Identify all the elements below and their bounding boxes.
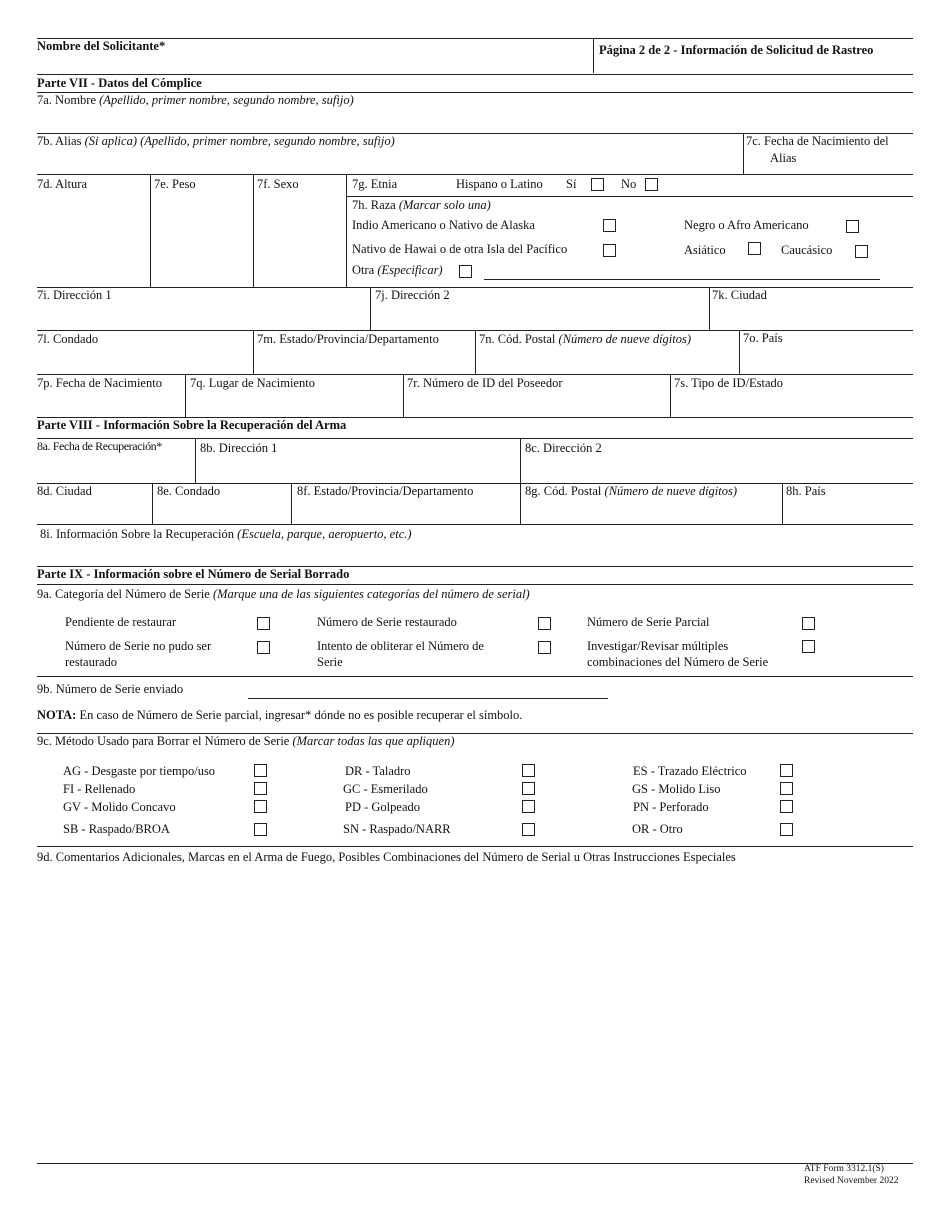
cat-pendiente-checkbox[interactable]	[257, 617, 270, 630]
field-7p-label: 7p. Fecha de Nacimiento	[37, 376, 162, 390]
method-sn-label: SN - Raspado/NARR	[343, 822, 451, 836]
part9-title: Parte IX - Información sobre el Número de Serial Borrado	[37, 567, 350, 581]
field-7m-label: 7m. Estado/Provincia/Departamento	[257, 332, 439, 346]
field-7q-input[interactable]	[187, 393, 401, 415]
field-7s-label: 7s. Tipo de ID/Estado	[674, 376, 784, 390]
field-8g-input[interactable]	[522, 501, 780, 522]
field-8c-label: 8c. Dirección 2	[525, 441, 602, 455]
field-7d-input[interactable]	[37, 194, 148, 284]
race-hawai-label: Nativo de Hawai o de otra Isla del Pacífico	[352, 242, 568, 256]
field-7r-label: 7r. Número de ID del Poseedor	[407, 376, 563, 390]
race-hawai-checkbox[interactable]	[603, 244, 616, 257]
method-sb-label: SB - Raspado/BROA	[63, 822, 170, 836]
race-indio-label: Indio Americano o Nativo de Alaska	[352, 218, 535, 232]
method-pn-label: PN - Perforado	[633, 800, 709, 814]
field-7a-label: 7a. Nombre (Apellido, primer nombre, segundo nombre, sufijo)	[37, 93, 354, 107]
race-indio-checkbox[interactable]	[603, 219, 616, 232]
field-7o-input[interactable]	[741, 349, 912, 371]
cat-investigar-label-2: combinaciones del Número de Serie	[587, 655, 769, 669]
cat-intento-label-2: Serie	[317, 655, 343, 669]
applicant-name-label: Nombre del Solicitante*	[37, 39, 166, 53]
form-number: ATF Form 3312.1(S)	[804, 1164, 884, 1174]
field-8f-label: 8f. Estado/Provincia/Departamento	[297, 484, 474, 498]
field-7e-input[interactable]	[152, 194, 251, 284]
header-divider	[593, 38, 594, 73]
cat-no-pudo-label-2: restaurado	[65, 655, 118, 669]
nota-text: NOTA: En caso de Número de Serie parcial, ingresar* dónde no es posible recuperar el símbolo.	[37, 708, 523, 722]
field-7o-label: 7o. País	[743, 331, 783, 345]
field-8b-input[interactable]	[197, 458, 518, 480]
field-9b-input[interactable]	[248, 698, 608, 699]
method-or-label: OR - Otro	[632, 822, 683, 836]
method-pd-checkbox[interactable]	[522, 800, 535, 813]
race-otra-label: Otra (Especificar)	[352, 263, 443, 277]
field-8e-label: 8e. Condado	[157, 484, 221, 498]
field-7k-label: 7k. Ciudad	[712, 288, 767, 302]
race-asiatico-checkbox[interactable]	[748, 242, 761, 255]
field-7l-input[interactable]	[37, 349, 251, 371]
field-7q-label: 7q. Lugar de Nacimiento	[190, 376, 315, 390]
cat-parcial-label: Número de Serie Parcial	[587, 615, 710, 629]
method-sn-checkbox[interactable]	[522, 823, 535, 836]
footer-rule	[37, 1163, 913, 1164]
field-7n-input[interactable]	[477, 349, 737, 371]
cat-intento-label-1: Intento de obliterar el Número de	[317, 639, 484, 653]
field-7b-label: 7b. Alias (Si aplica) (Apellido, primer nombre, segundo nombre, sufijo)	[37, 134, 395, 148]
method-es-label: ES - Trazado Eléctrico	[633, 764, 747, 778]
method-pd-label: PD - Golpeado	[345, 800, 420, 814]
ethnicity-yes-checkbox[interactable]	[591, 178, 604, 191]
field-7p-input[interactable]	[37, 393, 183, 415]
method-es-checkbox[interactable]	[780, 764, 793, 777]
field-9b-label: 9b. Número de Serie enviado	[37, 682, 184, 696]
field-9c-label: 9c. Método Usado para Borrar el Número de Serie (Marcar todas las que apliquen)	[37, 734, 455, 748]
method-gc-checkbox[interactable]	[522, 782, 535, 795]
field-7a-input[interactable]	[37, 109, 913, 131]
method-dr-label: DR - Taladro	[345, 764, 411, 778]
field-7g-hispanic-label: Hispano o Latino	[456, 177, 543, 191]
field-7l-label: 7l. Condado	[37, 332, 99, 346]
applicant-name-field[interactable]	[37, 55, 591, 71]
part7-title: Parte VII - Datos del Cómplice	[37, 76, 202, 90]
field-8g-label: 8g. Cód. Postal (Número de nueve dígitos)	[525, 484, 738, 498]
field-9a-label: 9a. Categoría del Número de Serie (Marque una de las siguientes categorías del número de serial)	[37, 587, 530, 601]
method-dr-checkbox[interactable]	[522, 764, 535, 777]
ethnicity-no-checkbox[interactable]	[645, 178, 658, 191]
field-7e-label: 7e. Peso	[154, 177, 196, 191]
field-7k-input[interactable]	[711, 305, 912, 327]
field-7n-label: 7n. Cód. Postal (Número de nueve dígitos)	[479, 332, 692, 346]
field-8i-label: 8i. Información Sobre la Recuperación (Escuela, parque, aeropuerto, etc.)	[40, 527, 412, 541]
field-7c-input[interactable]	[744, 166, 912, 174]
field-7i-input[interactable]	[37, 305, 368, 327]
method-gc-label: GC - Esmerilado	[343, 782, 428, 796]
field-7h-label: 7h. Raza (Marcar solo una)	[352, 198, 491, 212]
field-8a-label: 8a. Fecha de Recuperación*	[37, 439, 162, 453]
part7-top-rule	[37, 74, 913, 75]
header-top-rule	[37, 38, 913, 39]
cat-pendiente-label: Pendiente de restaurar	[65, 615, 177, 629]
field-7b-input[interactable]	[37, 150, 741, 172]
method-or-checkbox[interactable]	[780, 823, 793, 836]
field-8d-input[interactable]	[37, 501, 150, 522]
field-7m-input[interactable]	[255, 349, 473, 371]
field-7f-input[interactable]	[255, 194, 344, 284]
race-otra-specify-input[interactable]	[484, 279, 880, 280]
field-8h-input[interactable]	[784, 501, 912, 522]
method-gv-label: GV - Molido Concavo	[63, 800, 176, 814]
field-8h-label: 8h. País	[786, 484, 826, 498]
field-7s-input[interactable]	[672, 393, 912, 415]
method-pn-checkbox[interactable]	[780, 800, 793, 813]
race-otra-checkbox[interactable]	[459, 265, 472, 278]
field-7i-label: 7i. Dirección 1	[37, 288, 112, 302]
field-9d-textarea[interactable]	[37, 868, 913, 1158]
field-8d-label: 8d. Ciudad	[37, 484, 92, 498]
method-sb-checkbox[interactable]	[254, 823, 267, 836]
field-8b-label: 8b. Dirección 1	[200, 441, 278, 455]
method-ag-checkbox[interactable]	[254, 764, 267, 777]
field-7j-input[interactable]	[372, 305, 707, 327]
field-7j-label: 7j. Dirección 2	[375, 288, 450, 302]
method-fi-label: FI - Rellenado	[63, 782, 136, 796]
method-gv-checkbox[interactable]	[254, 800, 267, 813]
cat-restaurado-label: Número de Serie restaurado	[317, 615, 457, 629]
field-7r-input[interactable]	[405, 393, 668, 415]
revision-date: Revised November 2022	[804, 1176, 899, 1186]
field-7g-yes-label: Sí	[566, 177, 577, 191]
method-ag-label: AG - Desgaste por tiempo/uso	[63, 764, 216, 778]
field-9d-label: 9d. Comentarios Adicionales, Marcas en el Arma de Fuego, Posibles Combinaciones del Número de Serial u Otras Instrucciones Especiales	[37, 850, 736, 864]
field-8c-input[interactable]	[522, 458, 912, 480]
field-7g-no-label: No	[621, 177, 637, 191]
race-asiatico-label: Asiático	[684, 243, 726, 257]
cat-restaurado-checkbox[interactable]	[538, 617, 551, 630]
field-8a-input[interactable]	[37, 457, 193, 480]
field-7d-label: 7d. Altura	[37, 177, 87, 191]
race-caucasico-label: Caucásico	[781, 243, 833, 257]
page-title: Página 2 de 2 - Información de Solicitud de Rastreo	[599, 43, 874, 57]
cat-investigar-label-1: Investigar/Revisar múltiples	[587, 639, 729, 653]
method-gs-checkbox[interactable]	[780, 782, 793, 795]
cat-parcial-checkbox[interactable]	[802, 617, 815, 630]
field-7g-label: 7g. Etnia	[352, 177, 398, 191]
cat-investigar-checkbox[interactable]	[802, 640, 815, 653]
method-fi-checkbox[interactable]	[254, 782, 267, 795]
race-negro-label: Negro o Afro Americano	[684, 218, 809, 232]
cat-intento-checkbox[interactable]	[538, 641, 551, 654]
field-8i-input[interactable]	[37, 544, 913, 564]
field-7c-label-2: Alias	[770, 151, 797, 165]
method-gs-label: GS - Molido Liso	[632, 782, 721, 796]
cat-no-pudo-label-1: Número de Serie no pudo ser	[65, 639, 212, 653]
race-negro-checkbox[interactable]	[846, 220, 859, 233]
part8-title: Parte VIII - Información Sobre la Recuperación del Arma	[37, 418, 347, 432]
field-8e-input[interactable]	[154, 501, 289, 522]
field-7c-label-1: 7c. Fecha de Nacimiento del	[746, 134, 889, 148]
race-caucasico-checkbox[interactable]	[855, 245, 868, 258]
field-7f-label: 7f. Sexo	[257, 177, 299, 191]
cat-no-pudo-checkbox[interactable]	[257, 641, 270, 654]
field-8f-input[interactable]	[293, 501, 518, 522]
